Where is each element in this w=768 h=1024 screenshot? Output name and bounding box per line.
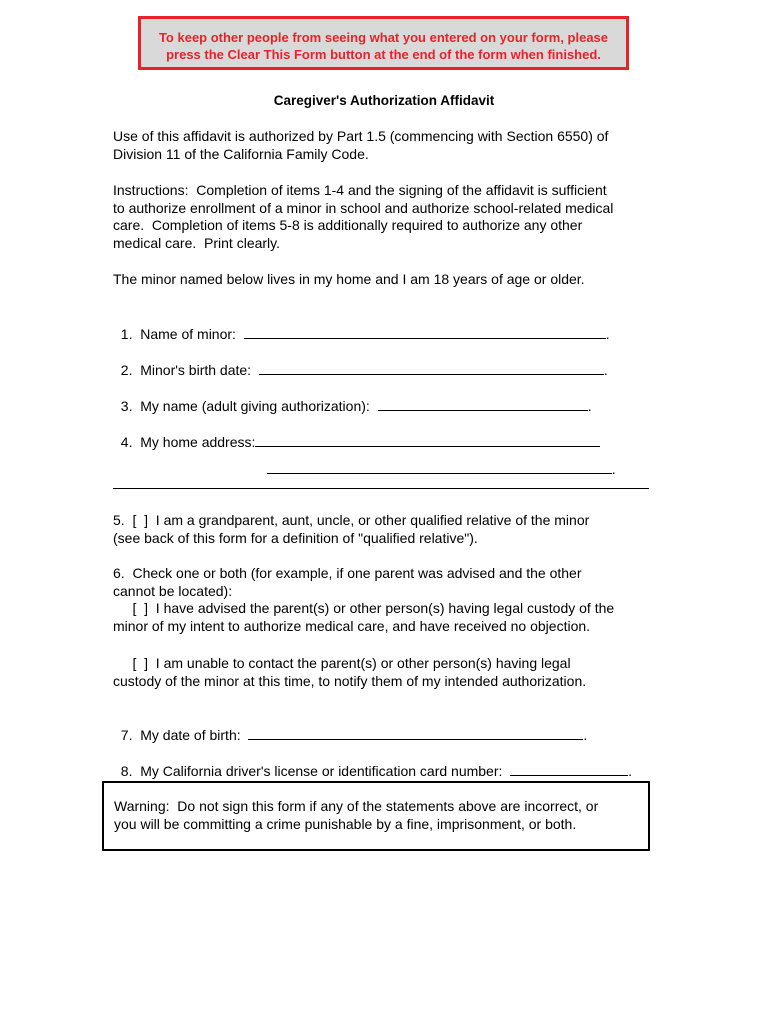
- item-8-label: 8. My California driver's license or identification card number:: [120, 762, 511, 779]
- my-name-field[interactable]: [378, 396, 588, 411]
- item-2-period: .: [603, 361, 608, 378]
- item-2-label: 2. Minor's birth date:: [120, 361, 259, 378]
- minor-birth-date-field[interactable]: [259, 360, 604, 375]
- warning-text: Warning: Do not sign this form if any of the statements above are incorrect, or you will be committing a crime punishable by a fine, imprisonment, or both.: [114, 798, 599, 832]
- item-7-label: 7. My date of birth:: [120, 726, 249, 743]
- item-4-period: .: [611, 460, 616, 477]
- warning-box: [102, 781, 650, 851]
- item-8-period: .: [628, 762, 633, 779]
- item-2-row: [113, 342, 608, 379]
- page-title: Caregiver's Authorization Affidavit: [273, 93, 495, 108]
- item-1-row: [113, 306, 610, 343]
- intro-paragraph: Use of this affidavit is authorized by Part 1.5 (commencing with Section 6550) of Division 11 of the California Family Code.: [113, 128, 609, 162]
- notice-line-1: To keep other people from seeing what you entered on your form, please: [158, 30, 609, 45]
- item-4-label: 4. My home address:: [120, 433, 256, 450]
- item-3-period: .: [587, 397, 592, 414]
- item-8-row: [113, 743, 632, 780]
- item-3-row: [113, 378, 591, 415]
- notice-line-2: press the Clear This Form button at the end of the form when finished.: [166, 47, 601, 62]
- item-3-label: 3. My name (adult giving authorization):: [120, 397, 378, 414]
- license-number-field[interactable]: [510, 761, 628, 776]
- item-7-row: [113, 707, 587, 744]
- item-1-label: 1. Name of minor:: [120, 325, 244, 342]
- clear-form-notice: [138, 16, 629, 70]
- minor-name-field[interactable]: [244, 324, 606, 339]
- item-6b-text: [ ] I am unable to contact the parent(s) or other person(s) having legal custody of the minor at this time, to notify them of my intended authorization.: [113, 655, 587, 689]
- item-5-text: 5. [ ] I am a grandparent, aunt, uncle, or other qualified relative of the minor (see back of this form for a definition of "qualified relative").: [113, 512, 590, 546]
- item-7-period: .: [583, 726, 588, 743]
- instructions-paragraph: Instructions: Completion of items 1-4 and the signing of the affidavit is sufficient to authorize enrollment of a minor in school and authorize school-related medical care. Completion of items 5-8 is additionally required to authorize any other medical care. Print clearly.: [113, 182, 614, 251]
- item-4-row-2: [259, 441, 616, 478]
- my-birth-date-field[interactable]: [248, 725, 583, 740]
- item-6-text: 6. Check one or both (for example, if one parent was advised and the other cannot be located): [ ] I have advised the parent(s) or other person(s) having legal custody of the minor of my intent to authorize medical care, and have received no objection.: [113, 565, 615, 634]
- home-address-field-2[interactable]: [267, 459, 612, 474]
- item-1-period: .: [605, 325, 610, 342]
- declaration-paragraph: The minor named below lives in my home and I am 18 years of age or older.: [113, 271, 585, 287]
- section-divider: [113, 488, 649, 489]
